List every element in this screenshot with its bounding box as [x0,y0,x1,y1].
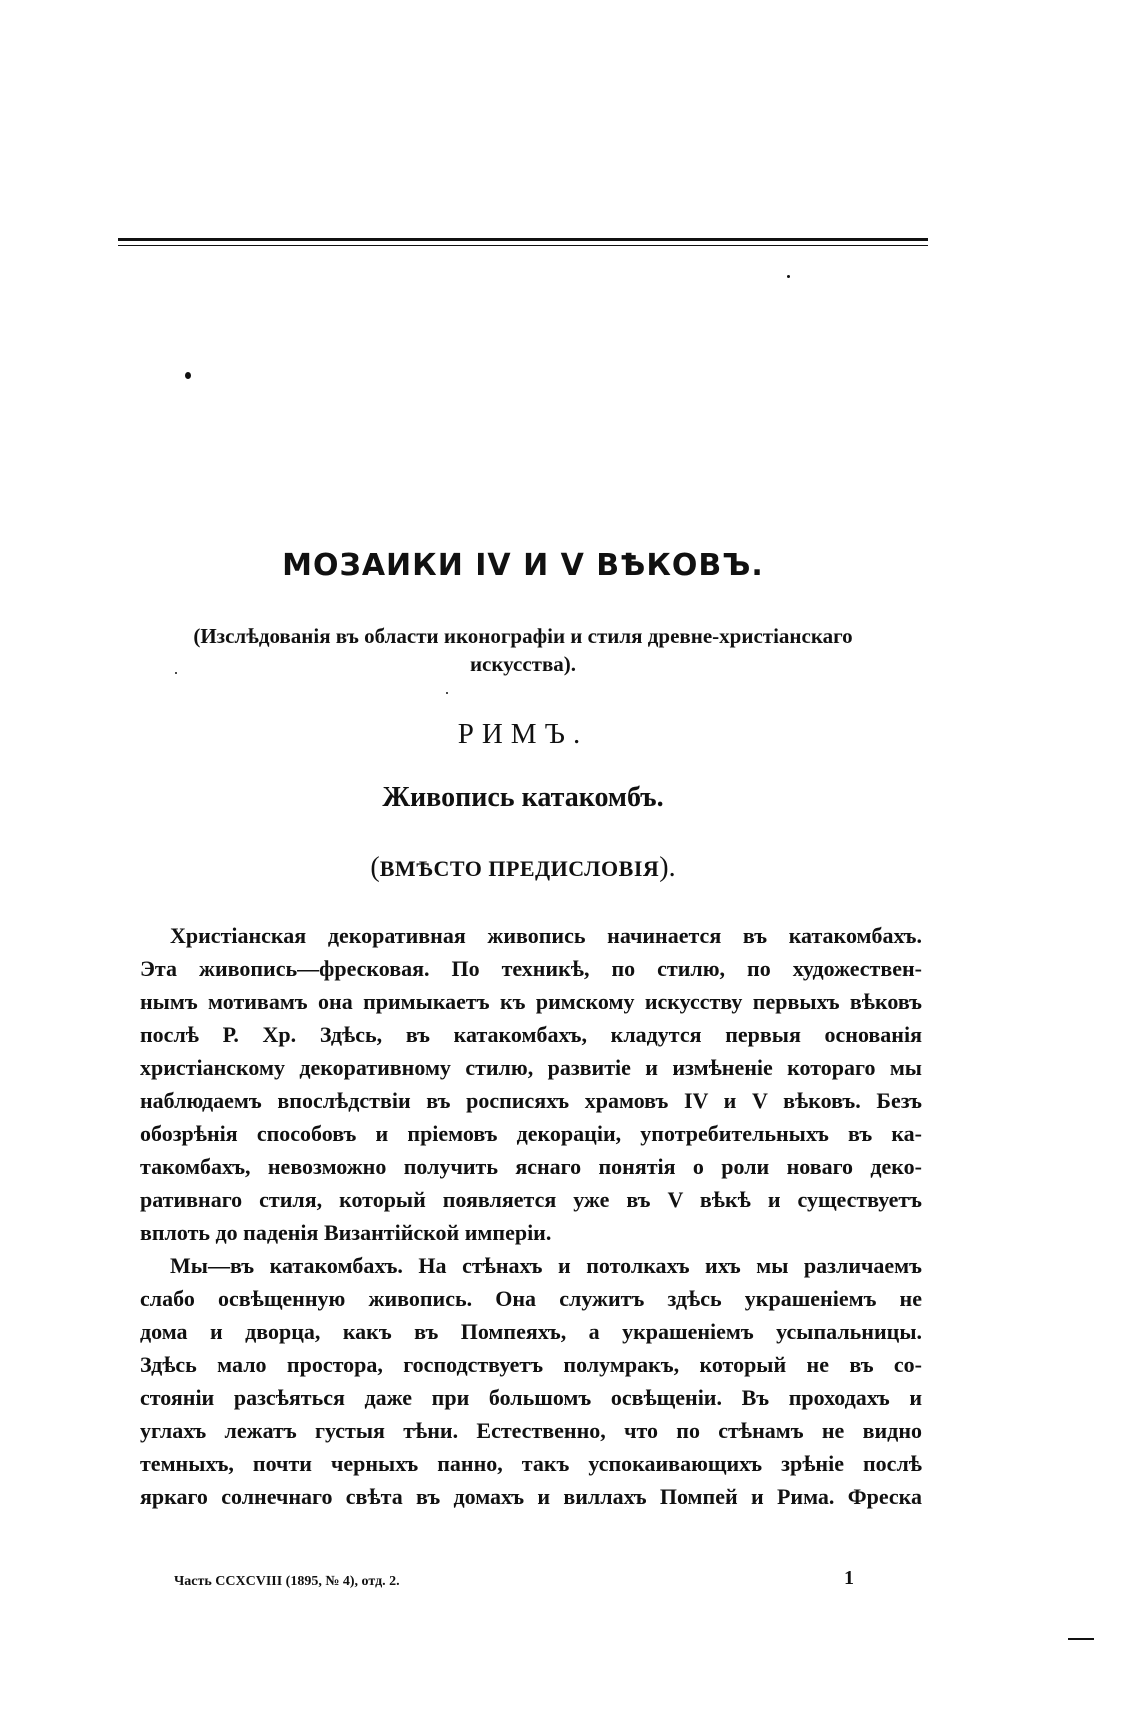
body-text-line: темныхъ, почти черныхъ панно, такъ успокаивающихъ зрѣніе послѣ [140,1451,922,1476]
body-text-line: нымъ мотивамъ она примыкаетъ къ римскому искусству первыхъ вѣковъ [140,989,922,1014]
preface-close-paren: ). [659,852,676,883]
body-text-line: послѣ Р. Хр. Здѣсь, въ катакомбахъ, кладутся первыя основанія [140,1022,922,1047]
article-subtitle-line-1: (Изслѣдованія въ области иконографіи и стиля древне-христіанскаго [193,624,853,648]
body-text-line: дома и дворца, какъ въ Помпеяхъ, а украшеніемъ усыпальницы. [140,1319,922,1344]
body-text-line: углахъ лежатъ густыя тѣни. Естественно, что по стѣнамъ не видно [140,1418,922,1443]
preface-heading [118,852,928,884]
preface-open-paren: ( [370,852,380,883]
body-text-line: Эта живопись—фресковая. По техникѣ, по стилю, по художествен- [140,956,922,981]
body-text-line: ративнаго стиля, который появляется уже въ V вѣкѣ и существуетъ [140,1187,922,1212]
scan-speck [185,372,191,379]
article-subtitle [118,622,928,678]
preface-text: ВМѢСТО ПРЕДИСЛОВІЯ [379,856,660,881]
body-text-line: Здѣсь мало простора, господствуетъ полумракъ, который не въ со- [140,1352,922,1377]
body-text-line: наблюдаемъ впослѣдствіи въ росписяхъ храмовъ IV и V вѣковъ. Безъ [140,1088,922,1113]
body-text-line: Христіанская декоративная живопись начинается въ катакомбахъ. [170,923,922,948]
subsection-heading: Живопись катакомбъ. [382,782,664,813]
body-text-line: слабо освѣщенную живопись. Она служитъ здѣсь украшеніемъ не [140,1286,922,1311]
body-text-line: стояніи разсѣяться даже при большомъ освѣщеніи. Въ проходахъ и [140,1385,922,1410]
body-text-line: обозрѣнія способовъ и пріемовъ декораціи, употребительныхъ въ ка- [140,1121,922,1146]
scan-speck [787,275,790,278]
body-text-line: Мы—въ катакомбахъ. На стѣнахъ и потолкахъ ихъ мы различаемъ [170,1253,922,1278]
body-text-line: яркаго солнечнаго свѣта въ домахъ и виллахъ Помпей и Рима. Фреска [140,1484,922,1509]
margin-dash-mark [1068,1638,1094,1640]
article-subtitle-line-2: искусства). [469,652,577,676]
body-text-line: христіанскому декоративному стилю, развитіе и измѣненіе котораго мы [140,1055,922,1080]
scan-speck [446,692,448,694]
header-double-rule-bottom [118,245,928,246]
page-number: 1 [844,1567,854,1589]
body-text-line: такомбахъ, невозможно получить яснаго понятія о роли новаго деко- [140,1154,922,1179]
header-double-rule-top [118,238,928,241]
section-heading: РИМЪ. [457,718,589,750]
printer-signature: Часть CCXCVIII (1895, № 4), отд. 2. [174,1574,400,1589]
article-title: МОЗАИКИ IV И V ВѢКОВЪ. [282,548,764,583]
body-text-line: вплоть до паденія Византійской имперіи. [140,1220,552,1245]
